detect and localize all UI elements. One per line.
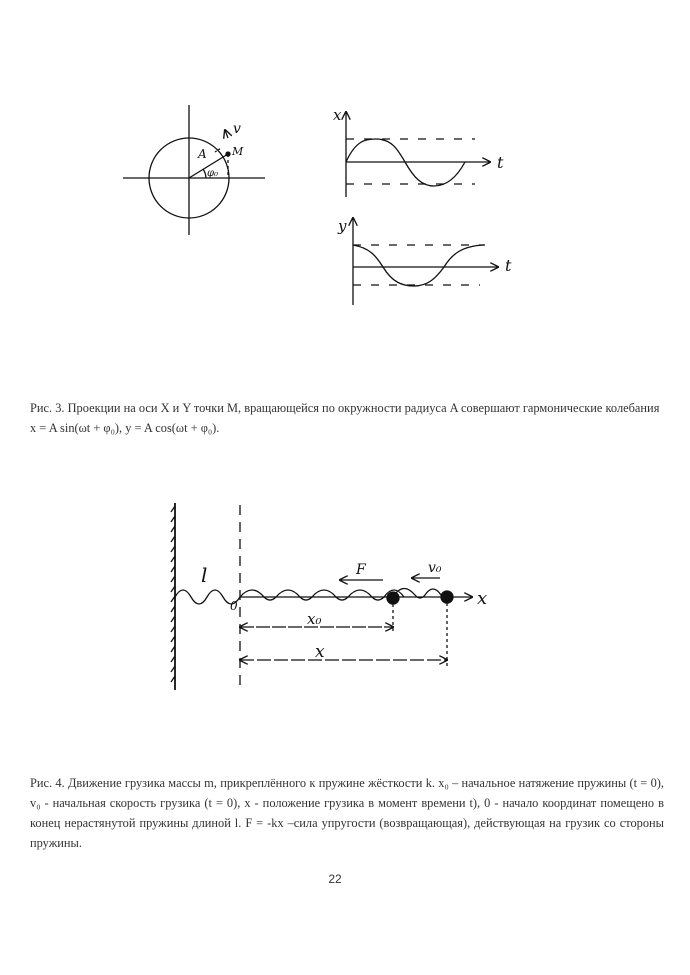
- y-t-graph: [337, 217, 512, 305]
- t-axis-label-2: t: [505, 256, 512, 275]
- velocity-label: v: [233, 121, 241, 137]
- x0-label: x₀: [307, 610, 322, 628]
- spring-diagram: [171, 503, 487, 692]
- angle-label: φ₀: [207, 168, 219, 179]
- y-axis-label: y: [338, 217, 347, 235]
- figure-3-caption: Рис. 3. Проекции на оси X и Y точки M, вращающейся по окружности радиуса A совершают гармонические колебания x = A sin(ωt + φ₀), y = A cos(ωt + φ₀).: [30, 401, 660, 435]
- x-position-label: x: [315, 642, 325, 662]
- page-number: 22: [328, 872, 342, 886]
- length-label: l: [201, 563, 208, 587]
- origin-label: 0: [230, 599, 238, 613]
- velocity-label-v0: v₀: [428, 560, 442, 576]
- figure-4-caption: Рис. 4. Движение грузика массы m, прикреплённого к пружине жёсткости k. x₀ – начальное натяжение пружины (t = 0), v₀ - начальная скорость грузика (t = 0), x - положение грузика в момент времени t), 0 - начало координат помещено в конец нерастянутой пружины длиной l. F = -kx –сила упругости (возвращающая), действующая на грузик со стороны пружины.: [30, 776, 664, 850]
- radius-label: A: [198, 147, 207, 161]
- x-axis-label-fig4: x: [477, 588, 488, 609]
- t-axis-label: t: [497, 153, 504, 172]
- point-m-label: M: [232, 145, 244, 158]
- x-axis-label: x: [333, 106, 342, 124]
- force-label: F: [356, 562, 366, 578]
- circle-diagram: [123, 105, 265, 235]
- x-t-graph: [333, 106, 504, 197]
